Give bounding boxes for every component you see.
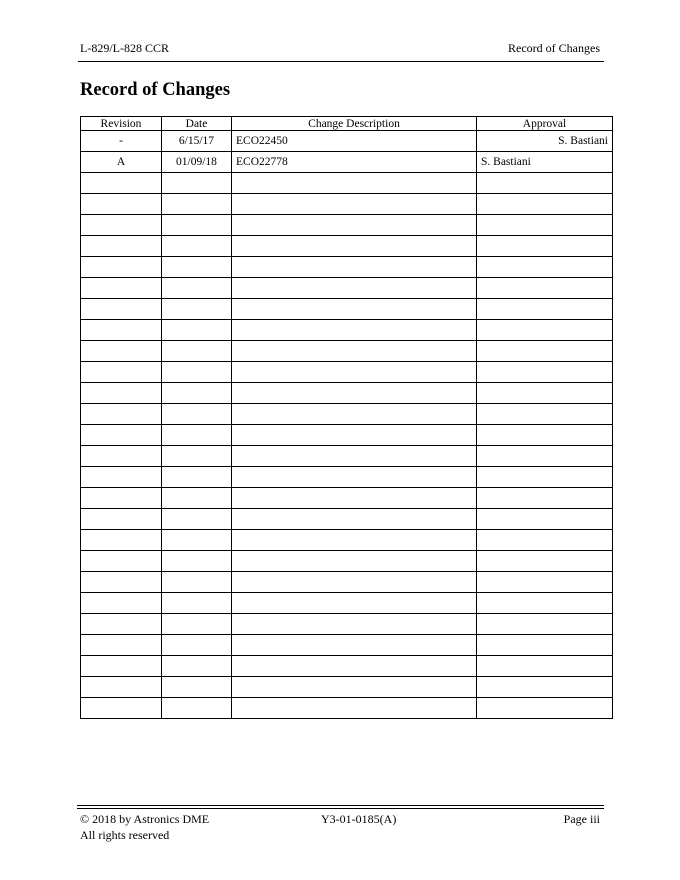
approval-cell: [477, 257, 613, 278]
revision-cell: [81, 383, 162, 404]
approval-cell: [477, 194, 613, 215]
date-cell: [162, 635, 232, 656]
approval-cell: S. Bastiani: [477, 131, 613, 152]
date-cell: [162, 446, 232, 467]
change-description-cell: [232, 488, 477, 509]
table-row: [81, 551, 613, 572]
date-cell: [162, 404, 232, 425]
revision-cell: [81, 194, 162, 215]
change-description-cell: [232, 236, 477, 257]
date-cell: [162, 194, 232, 215]
table-row: [81, 236, 613, 257]
table-row: [81, 656, 613, 677]
date-cell: [162, 383, 232, 404]
approval-cell: [477, 278, 613, 299]
revision-cell: [81, 467, 162, 488]
footer-page-number: Page iii: [563, 812, 600, 826]
change-description-cell: [232, 635, 477, 656]
approval-cell: [477, 341, 613, 362]
change-description-cell: [232, 509, 477, 530]
approval-cell: [477, 572, 613, 593]
table-row: [81, 320, 613, 341]
date-cell: [162, 320, 232, 341]
column-header-revision: Revision: [81, 117, 162, 131]
approval-cell: [477, 698, 613, 719]
change-description-cell: [232, 404, 477, 425]
change-description-cell: [232, 299, 477, 320]
date-cell: [162, 551, 232, 572]
change-description-cell: [232, 593, 477, 614]
revision-cell: [81, 299, 162, 320]
date-cell: [162, 530, 232, 551]
table-row: [81, 446, 613, 467]
revision-cell: [81, 530, 162, 551]
column-header-date: Date: [162, 117, 232, 131]
revision-cell: [81, 341, 162, 362]
approval-cell: [477, 383, 613, 404]
change-description-cell: [232, 698, 477, 719]
change-description-cell: [232, 530, 477, 551]
table-row: [81, 383, 613, 404]
approval-cell: [477, 320, 613, 341]
revision-cell: [81, 278, 162, 299]
table-row: [81, 257, 613, 278]
revision-cell: [81, 215, 162, 236]
table-row: [81, 173, 613, 194]
table-row: [81, 467, 613, 488]
revision-cell: [81, 488, 162, 509]
date-cell: [162, 362, 232, 383]
change-description-cell: [232, 467, 477, 488]
revision-cell: [81, 236, 162, 257]
change-description-cell: [232, 656, 477, 677]
table-row: [81, 215, 613, 236]
header-divider: [78, 61, 604, 62]
change-description-cell: [232, 383, 477, 404]
table-row: [81, 614, 613, 635]
date-cell: [162, 572, 232, 593]
revision-cell: [81, 509, 162, 530]
column-header-change-description: Change Description: [232, 117, 477, 131]
header-document-id: L-829/L-828 CCR: [80, 41, 169, 55]
table-row: [81, 530, 613, 551]
change-description-cell: [232, 677, 477, 698]
change-description-cell: [232, 572, 477, 593]
change-description-cell: [232, 173, 477, 194]
table-row: [81, 509, 613, 530]
change-description-cell: [232, 215, 477, 236]
approval-cell: [477, 467, 613, 488]
change-description-cell: [232, 341, 477, 362]
date-cell: [162, 656, 232, 677]
date-cell: [162, 488, 232, 509]
revision-cell: -: [81, 131, 162, 152]
approval-cell: [477, 425, 613, 446]
date-cell: 6/15/17: [162, 131, 232, 152]
change-description-cell: [232, 278, 477, 299]
change-description-cell: [232, 320, 477, 341]
date-cell: [162, 593, 232, 614]
footer-divider-top: [77, 805, 604, 806]
revision-cell: [81, 173, 162, 194]
approval-cell: [477, 677, 613, 698]
table-row: [81, 341, 613, 362]
change-description-cell: [232, 194, 477, 215]
revision-cell: [81, 593, 162, 614]
change-description-cell: [232, 257, 477, 278]
date-cell: [162, 614, 232, 635]
revision-cell: [81, 614, 162, 635]
date-cell: [162, 215, 232, 236]
table-row: [81, 299, 613, 320]
approval-cell: [477, 173, 613, 194]
approval-cell: [477, 299, 613, 320]
date-cell: [162, 257, 232, 278]
approval-cell: [477, 509, 613, 530]
table-row: [81, 404, 613, 425]
footer-divider-bottom: [77, 808, 604, 809]
approval-cell: [477, 593, 613, 614]
revision-cell: [81, 698, 162, 719]
revision-cell: [81, 257, 162, 278]
date-cell: [162, 341, 232, 362]
approval-cell: [477, 215, 613, 236]
revision-cell: [81, 572, 162, 593]
change-description-cell: ECO22778: [232, 152, 477, 173]
footer-copyright: © 2018 by Astronics DME: [80, 812, 210, 826]
footer-rights: All rights reserved: [80, 828, 170, 842]
approval-cell: [477, 635, 613, 656]
date-cell: [162, 467, 232, 488]
revision-cell: [81, 677, 162, 698]
table-row: [81, 488, 613, 509]
change-description-cell: [232, 446, 477, 467]
change-description-cell: ECO22450: [232, 131, 477, 152]
table-row: [81, 131, 613, 152]
table-row: [81, 635, 613, 656]
table-body: [81, 131, 613, 719]
table-row: [81, 278, 613, 299]
change-description-cell: [232, 425, 477, 446]
approval-cell: [477, 551, 613, 572]
date-cell: [162, 278, 232, 299]
change-description-cell: [232, 551, 477, 572]
header-section-title: Record of Changes: [508, 41, 600, 55]
footer-copyright-block: [80, 811, 209, 843]
record-of-changes-table: [80, 116, 613, 719]
approval-cell: [477, 236, 613, 257]
revision-cell: [81, 362, 162, 383]
date-cell: [162, 236, 232, 257]
approval-cell: [477, 404, 613, 425]
table-row: [81, 194, 613, 215]
date-cell: [162, 509, 232, 530]
approval-cell: [477, 530, 613, 551]
revision-cell: [81, 425, 162, 446]
revision-cell: [81, 656, 162, 677]
date-cell: [162, 425, 232, 446]
table-row: [81, 425, 613, 446]
revision-cell: [81, 404, 162, 425]
table-row: [81, 152, 613, 173]
footer-document-number: Y3-01-0185(A): [321, 812, 397, 826]
column-header-approval: Approval: [477, 117, 613, 131]
table-row: [81, 677, 613, 698]
table-header-row: [81, 117, 613, 131]
revision-cell: [81, 551, 162, 572]
revision-cell: A: [81, 152, 162, 173]
approval-cell: [477, 446, 613, 467]
date-cell: [162, 173, 232, 194]
approval-cell: [477, 362, 613, 383]
date-cell: [162, 299, 232, 320]
change-description-cell: [232, 362, 477, 383]
table-row: [81, 362, 613, 383]
approval-cell: S. Bastiani: [477, 152, 613, 173]
approval-cell: [477, 488, 613, 509]
approval-cell: [477, 656, 613, 677]
date-cell: [162, 698, 232, 719]
revision-cell: [81, 320, 162, 341]
date-cell: 01/09/18: [162, 152, 232, 173]
page-title: Record of Changes: [80, 80, 231, 100]
revision-cell: [81, 635, 162, 656]
date-cell: [162, 677, 232, 698]
table-row: [81, 572, 613, 593]
table-row: [81, 593, 613, 614]
change-description-cell: [232, 614, 477, 635]
revision-cell: [81, 446, 162, 467]
approval-cell: [477, 614, 613, 635]
table-row: [81, 698, 613, 719]
